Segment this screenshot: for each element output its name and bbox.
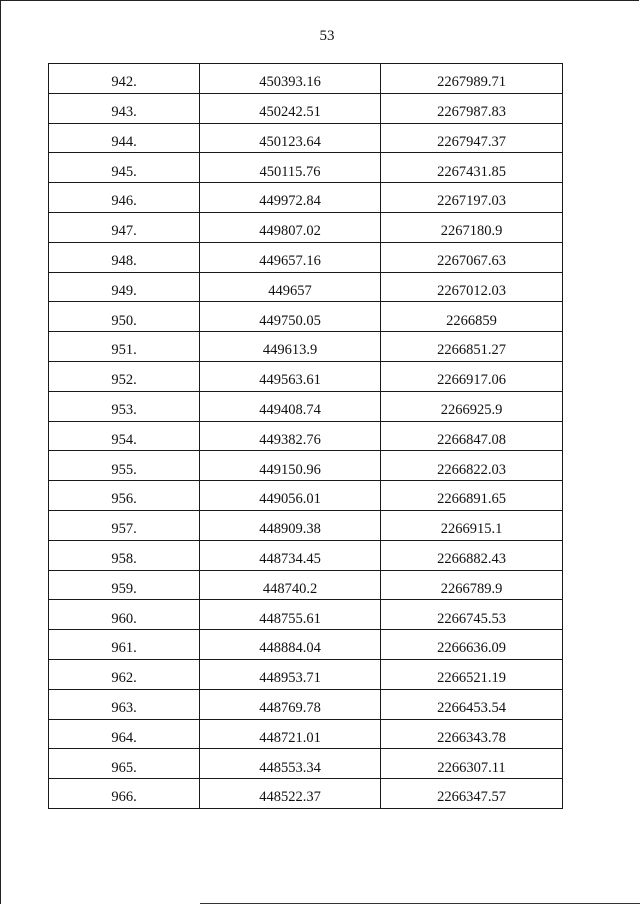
point-number-cell: 957. xyxy=(49,510,200,540)
bottom-border-line xyxy=(200,903,640,904)
y-coordinate-cell: 2266891.65 xyxy=(381,481,563,511)
table-row xyxy=(49,600,563,630)
x-coordinate-cell: 449613.9 xyxy=(200,332,381,362)
table-row xyxy=(49,659,563,689)
y-coordinate-cell: 2267987.83 xyxy=(381,93,563,123)
x-coordinate-cell: 449056.01 xyxy=(200,481,381,511)
point-number-cell: 948. xyxy=(49,242,200,272)
y-coordinate-cell: 2266745.53 xyxy=(381,600,563,630)
y-coordinate-cell: 2266307.11 xyxy=(381,749,563,779)
point-number-cell: 964. xyxy=(49,719,200,749)
table-row xyxy=(49,749,563,779)
x-coordinate-cell: 450115.76 xyxy=(200,153,381,183)
table-row xyxy=(49,212,563,242)
table-row xyxy=(49,183,563,213)
coordinates-table xyxy=(48,63,563,809)
table-row xyxy=(49,93,563,123)
x-coordinate-cell: 449563.61 xyxy=(200,361,381,391)
y-coordinate-cell: 2266915.1 xyxy=(381,510,563,540)
point-number-cell: 965. xyxy=(49,749,200,779)
x-coordinate-cell: 449657.16 xyxy=(200,242,381,272)
table-row xyxy=(49,272,563,302)
table-row xyxy=(49,719,563,749)
y-coordinate-cell: 2266851.27 xyxy=(381,332,563,362)
table-row xyxy=(49,481,563,511)
coordinates-table-body xyxy=(49,64,563,809)
point-number-cell: 946. xyxy=(49,183,200,213)
point-number-cell: 956. xyxy=(49,481,200,511)
y-coordinate-cell: 2266343.78 xyxy=(381,719,563,749)
y-coordinate-cell: 2267947.37 xyxy=(381,123,563,153)
point-number-cell: 958. xyxy=(49,540,200,570)
table-row xyxy=(49,689,563,719)
table-row xyxy=(49,570,563,600)
x-coordinate-cell: 448953.71 xyxy=(200,659,381,689)
y-coordinate-cell: 2266347.57 xyxy=(381,779,563,809)
table-row xyxy=(49,332,563,362)
table-row xyxy=(49,540,563,570)
y-coordinate-cell: 2266789.9 xyxy=(381,570,563,600)
table-row xyxy=(49,242,563,272)
y-coordinate-cell: 2267197.03 xyxy=(381,183,563,213)
point-number-cell: 960. xyxy=(49,600,200,630)
table-row xyxy=(49,64,563,94)
y-coordinate-cell: 2267067.63 xyxy=(381,242,563,272)
point-number-cell: 963. xyxy=(49,689,200,719)
table-row xyxy=(49,123,563,153)
x-coordinate-cell: 448740.2 xyxy=(200,570,381,600)
y-coordinate-cell: 2266917.06 xyxy=(381,361,563,391)
table-row xyxy=(49,361,563,391)
y-coordinate-cell: 2267180.9 xyxy=(381,212,563,242)
y-coordinate-cell: 2267012.03 xyxy=(381,272,563,302)
y-coordinate-cell: 2266822.03 xyxy=(381,451,563,481)
x-coordinate-cell: 449972.84 xyxy=(200,183,381,213)
point-number-cell: 947. xyxy=(49,212,200,242)
y-coordinate-cell: 2266859 xyxy=(381,302,563,332)
x-coordinate-cell: 448755.61 xyxy=(200,600,381,630)
table-row xyxy=(49,510,563,540)
x-coordinate-cell: 450123.64 xyxy=(200,123,381,153)
point-number-cell: 955. xyxy=(49,451,200,481)
point-number-cell: 945. xyxy=(49,153,200,183)
page-number: 53 xyxy=(319,28,335,44)
x-coordinate-cell: 450242.51 xyxy=(200,93,381,123)
point-number-cell: 951. xyxy=(49,332,200,362)
x-coordinate-cell: 448909.38 xyxy=(200,510,381,540)
table-row xyxy=(49,153,563,183)
point-number-cell: 961. xyxy=(49,630,200,660)
x-coordinate-cell: 448734.45 xyxy=(200,540,381,570)
x-coordinate-cell: 448553.34 xyxy=(200,749,381,779)
x-coordinate-cell: 449750.05 xyxy=(200,302,381,332)
x-coordinate-cell: 449657 xyxy=(200,272,381,302)
x-coordinate-cell: 449807.02 xyxy=(200,212,381,242)
y-coordinate-cell: 2266521.19 xyxy=(381,659,563,689)
x-coordinate-cell: 449150.96 xyxy=(200,451,381,481)
table-row xyxy=(49,451,563,481)
x-coordinate-cell: 450393.16 xyxy=(200,64,381,94)
point-number-cell: 959. xyxy=(49,570,200,600)
y-coordinate-cell: 2266882.43 xyxy=(381,540,563,570)
x-coordinate-cell: 449382.76 xyxy=(200,421,381,451)
x-coordinate-cell: 449408.74 xyxy=(200,391,381,421)
point-number-cell: 953. xyxy=(49,391,200,421)
table-row xyxy=(49,391,563,421)
point-number-cell: 949. xyxy=(49,272,200,302)
table-row xyxy=(49,421,563,451)
point-number-cell: 954. xyxy=(49,421,200,451)
x-coordinate-cell: 448769.78 xyxy=(200,689,381,719)
y-coordinate-cell: 2267431.85 xyxy=(381,153,563,183)
table-row xyxy=(49,302,563,332)
table-row xyxy=(49,779,563,809)
point-number-cell: 966. xyxy=(49,779,200,809)
x-coordinate-cell: 448884.04 xyxy=(200,630,381,660)
x-coordinate-cell: 448721.01 xyxy=(200,719,381,749)
point-number-cell: 942. xyxy=(49,64,200,94)
point-number-cell: 962. xyxy=(49,659,200,689)
point-number-cell: 950. xyxy=(49,302,200,332)
point-number-cell: 944. xyxy=(49,123,200,153)
y-coordinate-cell: 2266453.54 xyxy=(381,689,563,719)
x-coordinate-cell: 448522.37 xyxy=(200,779,381,809)
table-row xyxy=(49,630,563,660)
y-coordinate-cell: 2266636.09 xyxy=(381,630,563,660)
point-number-cell: 952. xyxy=(49,361,200,391)
y-coordinate-cell: 2266925.9 xyxy=(381,391,563,421)
y-coordinate-cell: 2267989.71 xyxy=(381,64,563,94)
y-coordinate-cell: 2266847.08 xyxy=(381,421,563,451)
point-number-cell: 943. xyxy=(49,93,200,123)
